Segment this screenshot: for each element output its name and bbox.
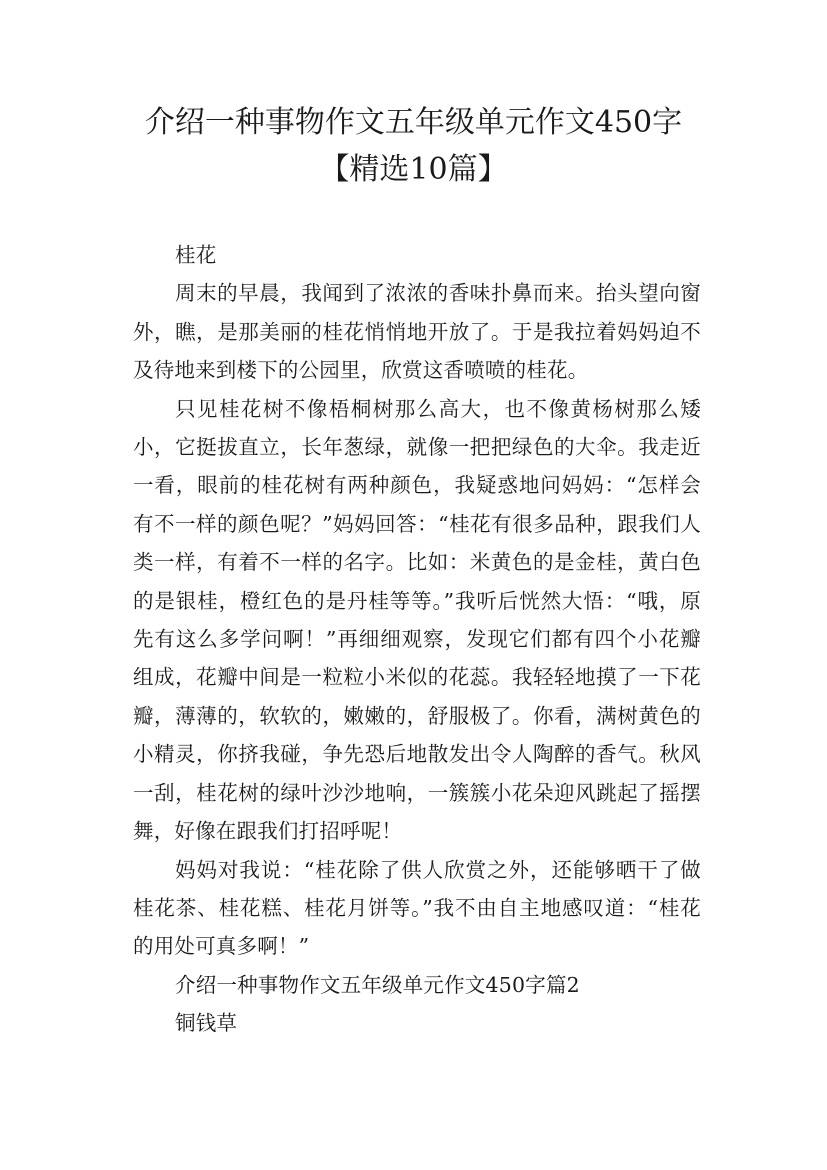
document-body <box>133 236 701 1043</box>
document-title: 介绍一种事物作文五年级单元作文450字 <box>144 105 683 140</box>
paragraph: 只见桂花树不像梧桐树那么高大，也不像黄杨树那么矮小，它挺拔直立，长年葱绿，就像一把把绿色的大伞。我走近一看，眼前的桂花树有两种颜色，我疑惑地问妈妈：“怎样会有不一样的颜色呢？”妈妈回答：“桂花有很多品种，跟我们人类一样，有着不一样的名字。比如：米黄色的是金桂，黄白色的是银桂，橙红色的是丹桂等等。”我听后恍然大悟：“哦，原先有这么多学问啊！”再细细观察，发现它们都有四个小花瓣组成，花瓣中间是一粒粒小米似的花蕊。我轻轻地摸了一下花瓣，薄薄的，软软的，嫩嫩的，舒服极了。你看，满树黄色的小精灵，你挤我碰，争先恐后地散发出令人陶醉的香气。秋风一刮，桂花树的绿叶沙沙地响，一簇簇小花朵迎风跳起了摇摆舞，好像在跟我们打招呼呢！ <box>133 396 701 844</box>
document-title-subtitle: 【精选10篇】 <box>319 152 508 187</box>
section-title: 介绍一种事物作文五年级单元作文450字篇2 <box>175 972 580 997</box>
paragraph: 妈妈对我说：“桂花除了供人欣赏之外，还能够晒干了做桂花茶、桂花糕、桂花月饼等。”我不由自主地感叹道：“桂花的用处可真多啊！” <box>133 857 701 959</box>
section-heading: 桂花 <box>175 243 217 267</box>
section-heading: 铜钱草 <box>175 1011 238 1036</box>
paragraph: 周末的早晨，我闻到了浓浓的香味扑鼻而来。抬头望向窗外，瞧，是那美丽的桂花悄悄地开放了。于是我拉着妈妈迫不及待地来到楼下的公园里，欣赏这香喷喷的桂花。 <box>133 281 701 383</box>
